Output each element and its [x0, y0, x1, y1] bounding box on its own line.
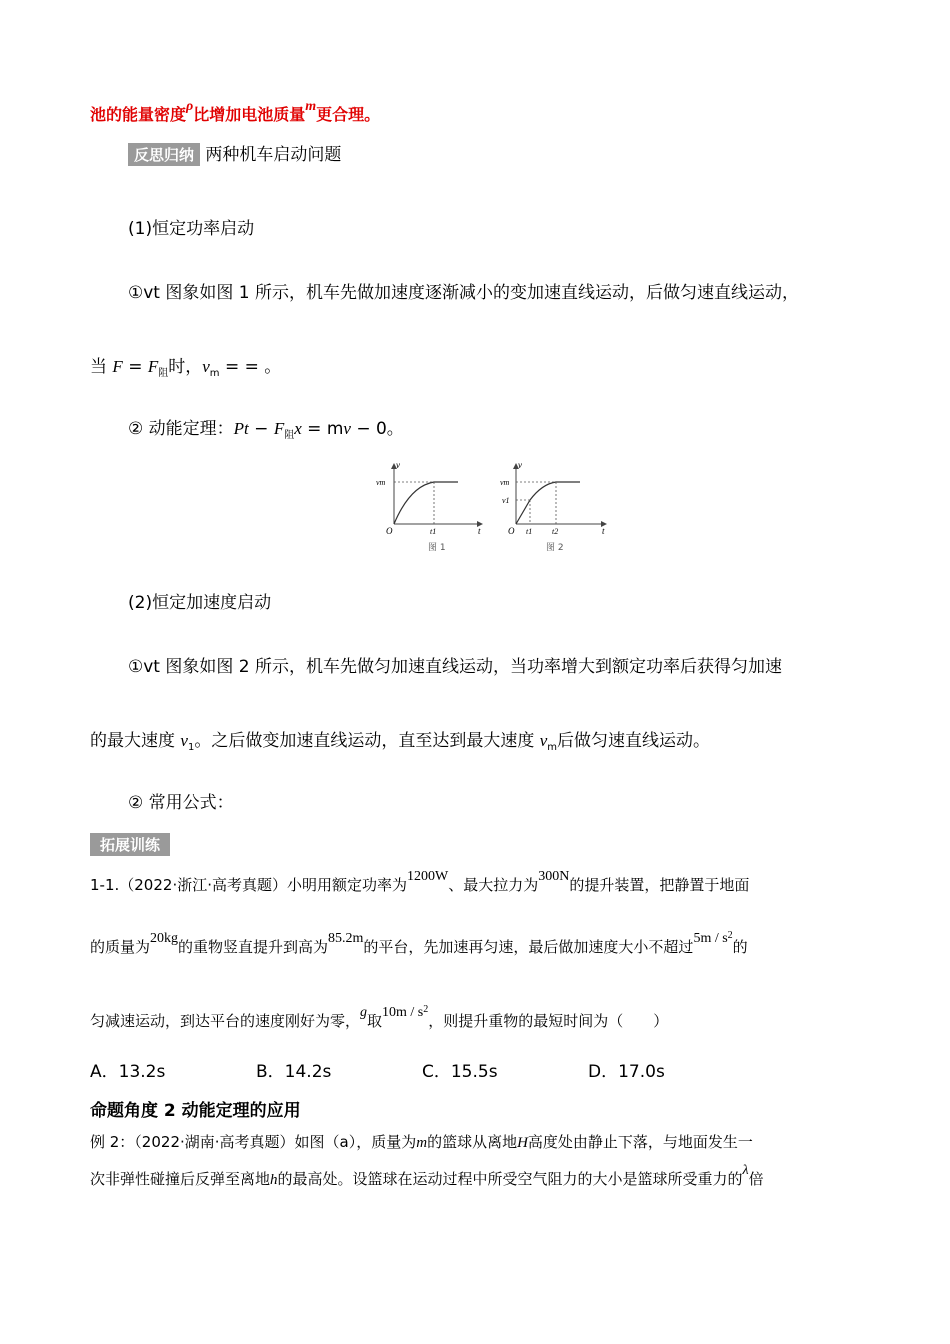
fig2-t-label: t	[602, 526, 605, 536]
fig2-v1-label: v1	[502, 496, 510, 505]
fig1-curve	[394, 482, 458, 524]
fig1-o-label: O	[386, 526, 393, 536]
option-b: B．14.2s	[256, 1062, 332, 1082]
fig2-v-label: v	[518, 460, 522, 470]
option-a: A．13.2s	[90, 1062, 166, 1082]
fig2-caption: 图 2	[546, 543, 564, 553]
fig1-caption: 图 1	[428, 543, 446, 553]
ex-line1: 例 2：（2022·湖南·高考真题）如图（a），质量为m的篮球从离地H高度处由静止下落，与地面发生一	[90, 1133, 753, 1151]
fig1-v-label: v	[396, 460, 400, 470]
q-line1: 1-1.（2022·浙江·高考真题）小明用额定功率为1200W、最大拉力为300N的提升装置，把静置于地面	[90, 869, 750, 894]
option-c: C．15.5s	[422, 1062, 498, 1082]
fig2-curve	[516, 482, 580, 524]
s2-p2: 的最大速度 $v_1$。之后做变加速直线运动，直至达到最大速度 $v_m$后做匀速直线运动。	[90, 731, 711, 753]
fig1-vm-label: vm	[376, 478, 386, 487]
option-d: D．17.0s	[588, 1062, 665, 1082]
s1-title: (1)恒定功率启动	[128, 219, 255, 239]
s1-p2: 当 $F = F_阻$时，$v_m$ = = 。	[90, 357, 282, 379]
q-line3: 匀减速运动，到达平台的速度刚好为零，g取$10m / s^2$，则提升重物的最短时间为（ ）	[90, 1004, 669, 1030]
angle-title: 命题角度 2 动能定理的应用	[90, 1101, 301, 1121]
ex-line2: 次非弹性碰撞后反弹至离地h的最高处。设篮球在运动过程中所受空气阻力的大小是篮球所受重力的λ倍	[90, 1163, 764, 1188]
red-line: 池的能量密度ρ比增加电池质量m更合理。	[90, 99, 381, 124]
fig1-t-label: t	[478, 526, 481, 536]
s2-p1: ①vt 图象如图 2 所示，机车先做匀加速直线运动，当功率增大到额定功率后获得匀加速	[128, 657, 782, 677]
reflect-tag: 反思归纳	[128, 143, 200, 166]
train-tag: 拓展训练	[90, 833, 170, 856]
vt-figures	[370, 458, 620, 558]
q-line2: 的质量为20kg的重物竖直提升到高为85.2m的平台，先加速再匀速，最后做加速度大小不超过$5m / s^2$的	[90, 930, 748, 956]
fig1-t1-label: t1	[430, 527, 437, 536]
reflect-title: 两种机车启动问题	[205, 145, 342, 165]
s1-p3: ② 动能定理：$Pt - F_阻x$ = mv − 0。	[128, 419, 404, 441]
fig2-t1-label: t1	[526, 527, 533, 536]
fig2-t2-label: t2	[552, 527, 559, 536]
s2-p3: ② 常用公式：	[128, 793, 234, 813]
s1-p1: ①vt 图象如图 1 所示，机车先做加速度逐渐减小的变加速直线运动，后做匀速直线运动，	[128, 283, 799, 303]
train-tag-wrap	[90, 833, 170, 856]
fig2-vm-label: vm	[500, 478, 510, 487]
reflect-header	[128, 140, 341, 166]
s2-title: (2)恒定加速度启动	[128, 593, 272, 613]
fig2-o-label: O	[508, 526, 515, 536]
